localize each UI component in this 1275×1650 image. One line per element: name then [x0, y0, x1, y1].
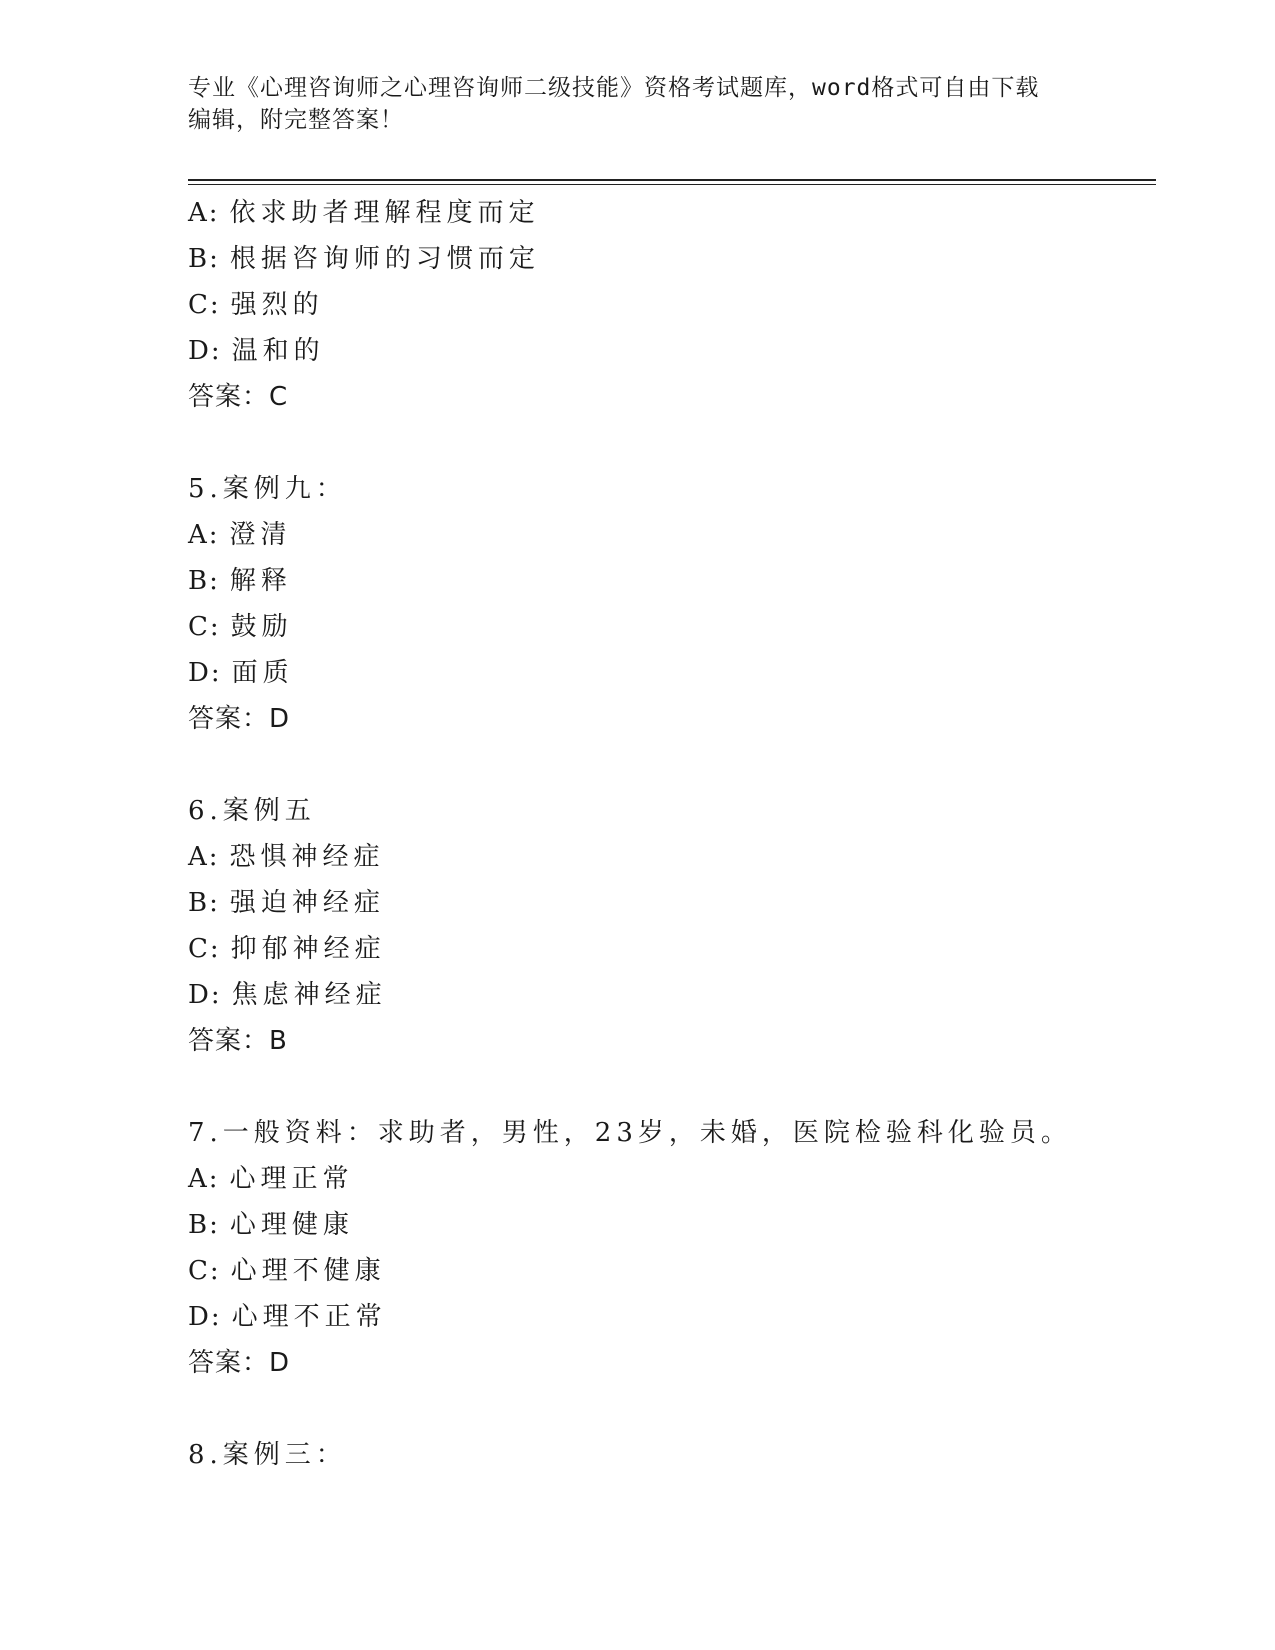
option-c: C: 心理不健康: [188, 1256, 386, 1286]
option-a: A: 恐惧神经症: [188, 842, 385, 872]
header-divider-thick: [188, 179, 1156, 181]
option-d: D: 温和的: [188, 336, 325, 366]
question-list: [188, 190, 1148, 1478]
header-divider-thin: [188, 184, 1156, 185]
option-d: D: 焦虑神经症: [188, 980, 387, 1010]
answer-text: 答案：D: [188, 1348, 291, 1378]
option-b: B: 根据咨询师的习惯而定: [188, 244, 540, 274]
document-header: [188, 72, 1088, 136]
question-block-4: [188, 190, 1148, 420]
question-block-8: [188, 1432, 1148, 1478]
header-line-2: 编辑，附完整答案！: [188, 107, 404, 133]
answer-text: 答案：B: [188, 1026, 288, 1056]
header-line-1: 专业《心理咨询师之心理咨询师二级技能》资格考试题库，word格式可自由下载: [188, 75, 1040, 101]
option-d: D: 心理不正常: [188, 1302, 387, 1332]
answer-text: 答案：C: [188, 382, 289, 412]
option-c: C: 鼓励: [188, 612, 293, 642]
option-c: C: 强烈的: [188, 290, 324, 320]
question-title: 6.案例五: [188, 796, 316, 826]
option-c: C: 抑郁神经症: [188, 934, 386, 964]
option-b: B: 强迫神经症: [188, 888, 385, 918]
answer-text: 答案：D: [188, 704, 291, 734]
option-a: A: 心理正常: [188, 1164, 354, 1194]
question-block-7: [188, 1110, 1148, 1386]
question-title: 7.一般资料：求助者，男性，23岁，未婚，医院检验科化验员。: [188, 1118, 1072, 1148]
option-a: A: 依求助者理解程度而定: [188, 198, 540, 228]
question-title: 8.案例三：: [188, 1440, 347, 1470]
question-title: 5.案例九：: [188, 474, 347, 504]
option-b: B: 心理健康: [188, 1210, 354, 1240]
question-block-6: [188, 788, 1148, 1064]
option-a: A: 澄清: [188, 520, 292, 550]
option-d: D: 面质: [188, 658, 294, 688]
question-block-5: [188, 466, 1148, 742]
option-b: B: 解释: [188, 566, 292, 596]
